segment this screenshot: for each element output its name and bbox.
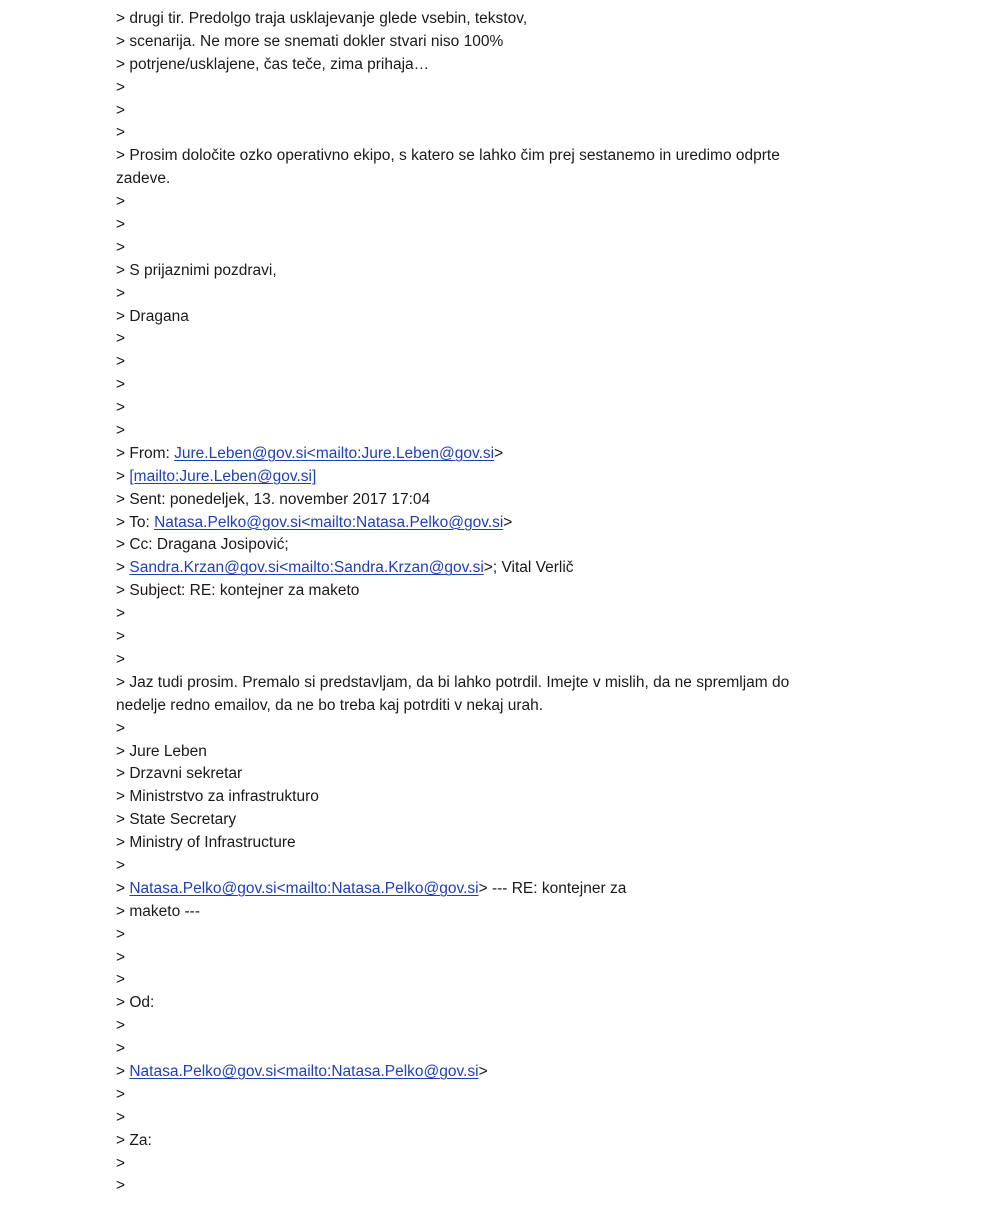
email-text: > [116, 376, 126, 394]
email-line [116, 809, 956, 832]
email-text: > [116, 1062, 130, 1080]
email-text: > Cc: Dragana Josipović; [116, 536, 289, 554]
email-text: > [116, 650, 126, 668]
email-line [116, 603, 956, 626]
email-line [116, 1153, 956, 1176]
email-line [116, 77, 956, 100]
email-text: > [116, 605, 126, 623]
email-text: > [116, 1177, 126, 1195]
email-text: > Dragana [116, 307, 189, 325]
email-line [116, 100, 956, 123]
email-line [116, 1061, 956, 1084]
email-line [116, 1015, 956, 1038]
email-text: > maketo --- [116, 902, 200, 920]
email-text: > [116, 1154, 126, 1172]
email-text: > [116, 101, 126, 119]
email-line [116, 580, 956, 603]
email-text: > scenarija. Ne more se snemati dokler stvari niso 100% [116, 32, 504, 50]
email-line [116, 626, 956, 649]
email-link[interactable]: Jure.Leben@gov.si<mailto:Jure.Leben@gov.si [174, 444, 495, 462]
email-text: > [116, 719, 126, 737]
email-text: > Drzavni sekretar [116, 765, 243, 783]
email-text: > Jaz tudi prosim. Premalo si predstavljam, da bi lahko potrdil. Imejte v mislih, da ne spremljam do [116, 673, 790, 691]
email-text: > Za: [116, 1131, 152, 1149]
email-text: > [116, 467, 130, 485]
email-line [116, 351, 956, 374]
email-text: > [116, 1108, 126, 1126]
email-text: > [116, 559, 130, 577]
email-text: > [116, 216, 126, 234]
email-line [116, 992, 956, 1015]
email-line [116, 1084, 956, 1107]
email-text: > [503, 513, 513, 531]
email-line [116, 534, 956, 557]
email-text: > Prosim določite ozko operativno ekipo, s katero se lahko čim prej sestanemo in uredimo odprte [116, 147, 780, 165]
email-text: > [116, 399, 126, 417]
email-text: > [116, 948, 126, 966]
email-line [116, 855, 956, 878]
email-text: > [494, 444, 504, 462]
email-text: > To: [116, 513, 155, 531]
email-line [116, 283, 956, 306]
email-line [116, 397, 956, 420]
email-text: > From: [116, 444, 175, 462]
email-quoted-body [116, 8, 956, 1198]
email-text: > [116, 879, 130, 897]
email-text: nedelje redno emailov, da ne bo treba kaj potrditi v nekaj urah. [116, 696, 544, 714]
email-line [116, 191, 956, 214]
email-line [116, 420, 956, 443]
email-line [116, 512, 956, 535]
email-line [116, 8, 956, 31]
email-text: > [116, 1040, 126, 1058]
email-text: > Ministrstvo za infrastrukturo [116, 788, 319, 806]
email-line [116, 1175, 956, 1198]
email-text: > Od: [116, 994, 155, 1012]
email-line [116, 145, 956, 168]
email-text: > potrjene/usklajene, čas teče, zima prihaja… [116, 55, 430, 73]
email-link[interactable]: Sandra.Krzan@gov.si<mailto:Sandra.Krzan@gov.si [129, 559, 484, 577]
email-line [116, 741, 956, 764]
email-line [116, 901, 956, 924]
email-line [116, 54, 956, 77]
email-line [116, 122, 956, 145]
email-text: > [116, 628, 126, 646]
email-line [116, 763, 956, 786]
email-line [116, 306, 956, 329]
email-line [116, 786, 956, 809]
email-text: > [116, 422, 126, 440]
email-line [116, 718, 956, 741]
email-text: > [116, 124, 126, 142]
email-text: > Sent: ponedeljek, 13. november 2017 17:04 [116, 490, 431, 508]
email-text: > [116, 856, 126, 874]
email-text: > [116, 1017, 126, 1035]
email-line [116, 969, 956, 992]
email-link[interactable]: Natasa.Pelko@gov.si<mailto:Natasa.Pelko@gov.si [154, 513, 504, 531]
email-line [116, 237, 956, 260]
email-line [116, 374, 956, 397]
email-line [116, 672, 956, 695]
email-line [116, 1038, 956, 1061]
email-text: > [116, 353, 126, 371]
email-line [116, 31, 956, 54]
email-text: > [478, 1062, 488, 1080]
email-text: > Jure Leben [116, 742, 207, 760]
email-line [116, 649, 956, 672]
email-link[interactable]: Natasa.Pelko@gov.si<mailto:Natasa.Pelko@gov.si [129, 1062, 479, 1080]
email-text: > drugi tir. Predolgo traja usklajevanje glede vsebin, tekstov, [116, 10, 528, 27]
email-text: > [116, 284, 126, 302]
email-line [116, 695, 956, 718]
email-line [116, 832, 956, 855]
email-line [116, 168, 956, 191]
email-text: zadeve. [116, 170, 171, 188]
email-line [116, 466, 956, 489]
email-link[interactable]: Natasa.Pelko@gov.si<mailto:Natasa.Pelko@gov.si [129, 879, 479, 897]
email-text: > [116, 971, 126, 989]
email-line [116, 443, 956, 466]
email-text: > [116, 1085, 126, 1103]
email-line [116, 214, 956, 237]
email-line [116, 947, 956, 970]
email-line [116, 328, 956, 351]
email-line [116, 1130, 956, 1153]
email-text: > [116, 925, 126, 943]
email-line [116, 924, 956, 947]
email-line [116, 557, 956, 580]
email-text: > --- RE: kontejner za [478, 879, 627, 897]
email-text: > [116, 238, 126, 256]
email-text: > [116, 78, 126, 96]
email-line [116, 878, 956, 901]
email-text: > Subject: RE: kontejner za maketo [116, 582, 360, 600]
email-text: > [116, 193, 126, 211]
email-text: > Ministry of Infrastructure [116, 834, 296, 852]
email-link[interactable]: [mailto:Jure.Leben@gov.si] [129, 467, 317, 485]
email-text: > [116, 330, 126, 348]
email-line [116, 489, 956, 512]
email-line [116, 1107, 956, 1130]
email-text: > S prijaznimi pozdravi, [116, 261, 277, 279]
email-line [116, 260, 956, 283]
email-text: > State Secretary [116, 811, 237, 829]
email-text: >; Vital Verlič [483, 559, 574, 577]
